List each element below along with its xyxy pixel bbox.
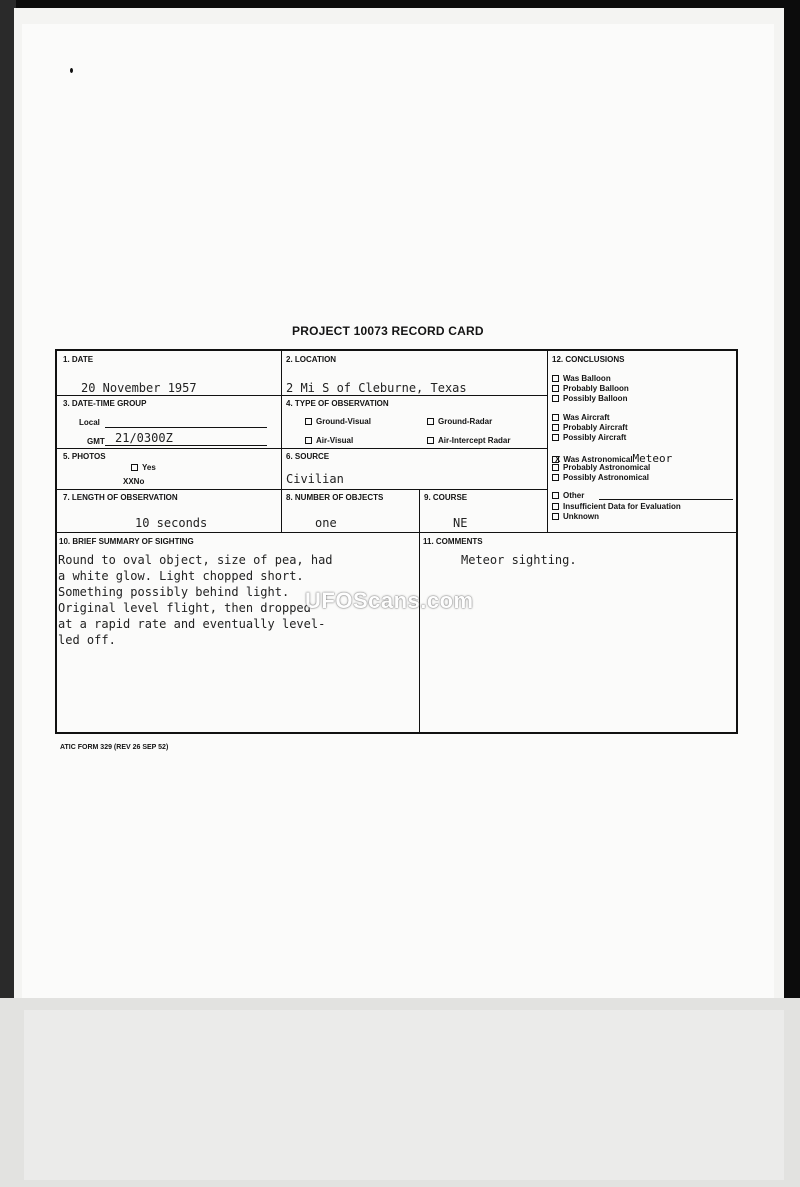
- row-divider-3: [57, 489, 547, 490]
- record-card: [55, 349, 738, 734]
- photos-label: 5. PHOTOS: [63, 452, 106, 461]
- astro-note: Meteor: [632, 452, 673, 465]
- checkbox-icon: [427, 437, 434, 444]
- checkbox-icon: [427, 418, 434, 425]
- course-value: NE: [453, 516, 468, 530]
- source-label: 6. SOURCE: [286, 452, 330, 461]
- length-label: 7. LENGTH OF OBSERVATION: [63, 493, 178, 502]
- summary-line: at a rapid rate and eventually level-: [58, 617, 326, 631]
- comments-label: 11. COMMENTS: [423, 537, 483, 546]
- summary-line: Something possibly behind light.: [58, 585, 290, 599]
- length-value: 10 seconds: [135, 516, 208, 530]
- dtg-gmt-label: GMT: [87, 437, 105, 446]
- summary-label: 10. BRIEF SUMMARY OF SIGHTING: [59, 537, 194, 546]
- source-value: Civilian: [286, 472, 344, 486]
- row-divider-2: [57, 448, 547, 449]
- conclusion-other: Other: [552, 491, 584, 500]
- conclusion-possibly-astronomical: Possibly Astronomical: [552, 473, 649, 482]
- watermark: UFOScans.com: [305, 588, 474, 613]
- checkbox-icon: [552, 464, 559, 471]
- summary-line: Round to oval object, size of pea, had: [58, 553, 333, 567]
- checkbox-icon: [552, 474, 559, 481]
- option-ground-radar: Ground-Radar: [427, 417, 492, 426]
- dtg-local-label: Local: [79, 418, 100, 427]
- checkbox-icon: [552, 513, 559, 520]
- other-line: [599, 499, 733, 500]
- checkbox-icon: [305, 437, 312, 444]
- row-divider-4: [57, 532, 738, 533]
- card-title: PROJECT 10073 RECORD CARD: [292, 324, 484, 338]
- conclusion-was-aircraft: Was Aircraft: [552, 413, 610, 422]
- conclusion-probably-astronomical: Probably Astronomical: [552, 463, 650, 472]
- col-divider-2: [547, 351, 548, 532]
- summary-line: led off.: [58, 633, 116, 647]
- conclusion-probably-aircraft: Probably Aircraft: [552, 423, 628, 432]
- col-divider-1: [281, 351, 282, 532]
- photos-no-mark: XX: [123, 477, 134, 486]
- conclusion-was-astronomical: X Was AstronomicalMeteor: [552, 452, 672, 465]
- checkbox-icon: [552, 434, 559, 441]
- dtg-gmt-value: 21/0300Z: [115, 431, 173, 445]
- course-label: 9. COURSE: [424, 493, 468, 502]
- option-air-visual: Air-Visual: [305, 436, 353, 445]
- conclusion-possibly-aircraft: Possibly Aircraft: [552, 433, 626, 442]
- dust-speck: [70, 68, 73, 73]
- conclusion-unknown: Unknown: [552, 512, 599, 521]
- conclusions-label: 12. CONCLUSIONS: [552, 355, 625, 364]
- astro-check-mark: X: [555, 455, 561, 464]
- conclusion-probably-balloon: Probably Balloon: [552, 384, 629, 393]
- conclusion-possibly-balloon: Possibly Balloon: [552, 394, 627, 403]
- checkbox-icon: [552, 414, 559, 421]
- form-footer: ATIC FORM 329 (REV 26 SEP 52): [60, 744, 169, 751]
- summary-line: a white glow. Light chopped short.: [58, 569, 304, 583]
- checkbox-icon: [131, 464, 138, 471]
- location-label: 2. LOCATION: [286, 355, 337, 364]
- checkbox-icon: [552, 503, 559, 510]
- checkbox-icon: [552, 385, 559, 392]
- dtg-local-line: [105, 427, 267, 428]
- photos-no: XXNo: [123, 477, 145, 486]
- checkbox-icon: [552, 424, 559, 431]
- option-air-intercept-radar: Air-Intercept Radar: [427, 436, 510, 445]
- photos-yes: Yes: [131, 463, 156, 472]
- objects-value: one: [315, 516, 337, 530]
- date-value: 20 November 1957: [81, 381, 197, 395]
- comments-value: Meteor sighting.: [461, 553, 577, 567]
- location-value: 2 Mi S of Cleburne, Texas: [286, 381, 467, 395]
- summary-line: Original level flight, then dropped: [58, 601, 311, 615]
- option-ground-visual: Ground-Visual: [305, 417, 371, 426]
- checkbox-icon: [552, 375, 559, 382]
- observation-type-label: 4. TYPE OF OBSERVATION: [286, 399, 389, 408]
- date-label: 1. DATE: [63, 355, 94, 364]
- row-divider-1: [57, 395, 547, 396]
- lower-page-inner: [24, 1010, 784, 1180]
- checkbox-icon: [305, 418, 312, 425]
- checkbox-icon: [552, 395, 559, 402]
- dtg-gmt-line: [105, 445, 267, 446]
- conclusion-insufficient-data: Insufficient Data for Evaluation: [552, 502, 681, 511]
- dtg-label: 3. DATE-TIME GROUP: [63, 399, 147, 408]
- checkbox-icon: [552, 492, 559, 499]
- objects-label: 8. NUMBER OF OBJECTS: [286, 493, 384, 502]
- conclusion-was-balloon: Was Balloon: [552, 374, 611, 383]
